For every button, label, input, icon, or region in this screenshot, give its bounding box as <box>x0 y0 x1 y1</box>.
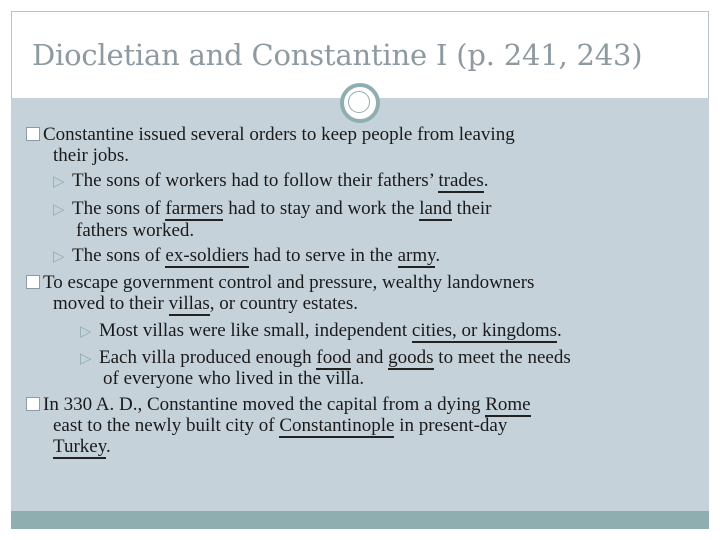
sub-bullet-item <box>53 245 440 267</box>
slide <box>11 11 709 529</box>
sub-bullet-item <box>80 320 562 342</box>
underlined-term: cities, or kingdoms <box>411 320 558 341</box>
square-bullet-icon <box>26 397 40 411</box>
underlined-term: farmers <box>165 198 224 219</box>
bullet-item <box>26 272 534 294</box>
bullet-text: To escape government control and pressure, wealthy landowners <box>43 272 535 293</box>
sub-bullet-item <box>53 198 492 220</box>
text: . <box>435 245 441 266</box>
text: Each villa produced enough <box>99 347 317 368</box>
bullet-item-cont: their jobs. <box>53 145 129 166</box>
underlined-term: villas <box>168 293 210 314</box>
underlined-term: food <box>316 347 352 368</box>
triangle-bullet-icon: ▷ <box>53 172 65 190</box>
triangle-bullet-icon: ▷ <box>80 349 92 367</box>
text: The sons of workers had to follow their fathers’ <box>72 170 439 191</box>
triangle-bullet-icon: ▷ <box>53 200 65 218</box>
bullet-item-cont <box>53 415 507 437</box>
square-bullet-icon <box>26 275 40 289</box>
underlined-term: trades <box>438 170 484 191</box>
text: The sons of <box>72 245 166 266</box>
text: their <box>451 198 492 219</box>
underlined-term: ex-soldiers <box>165 245 249 266</box>
text: east to the newly built city of <box>53 415 280 436</box>
sub-bullet-item-cont: fathers worked. <box>76 220 195 241</box>
divider-ring-inner <box>348 91 370 113</box>
text: Most villas were like small, independent <box>99 320 412 341</box>
bullet-text: Constantine issued several orders to keep people from leaving <box>43 124 515 145</box>
bullet-item <box>26 394 531 416</box>
bullet-item <box>26 124 515 146</box>
text: . <box>557 320 562 341</box>
square-bullet-icon <box>26 127 40 141</box>
sub-bullet-item-cont: of everyone who lived in the villa. <box>103 368 365 389</box>
triangle-bullet-icon: ▷ <box>53 247 65 265</box>
underlined-term: land <box>419 198 452 219</box>
text: had to serve in the <box>248 245 398 266</box>
bullet-item-cont <box>53 436 111 458</box>
text: The sons of <box>72 198 166 219</box>
sub-bullet-item <box>80 347 571 369</box>
text: to meet the needs <box>433 347 571 368</box>
text: . <box>483 170 489 191</box>
underlined-term: Turkey <box>53 436 106 457</box>
sub-bullet-item <box>53 170 488 192</box>
text: . <box>105 436 111 457</box>
text: had to stay and work the <box>223 198 420 219</box>
triangle-bullet-icon: ▷ <box>80 322 92 340</box>
text: , or country estates. <box>209 293 358 314</box>
underlined-term: army <box>397 245 436 266</box>
text: In 330 A. D., Constantine moved the capital from a dying <box>43 394 486 415</box>
footer-bar <box>11 511 709 529</box>
bullet-item-cont <box>53 293 358 315</box>
underlined-term: goods <box>388 347 434 368</box>
slide-title: Diocletian and Constantine I (p. 241, 243) <box>32 38 643 72</box>
underlined-term: Constantinople <box>279 415 395 436</box>
divider-ring-icon <box>340 83 380 123</box>
text: moved to their <box>53 293 169 314</box>
text: in present-day <box>394 415 508 436</box>
text: and <box>351 347 389 368</box>
underlined-term: Rome <box>485 394 531 415</box>
